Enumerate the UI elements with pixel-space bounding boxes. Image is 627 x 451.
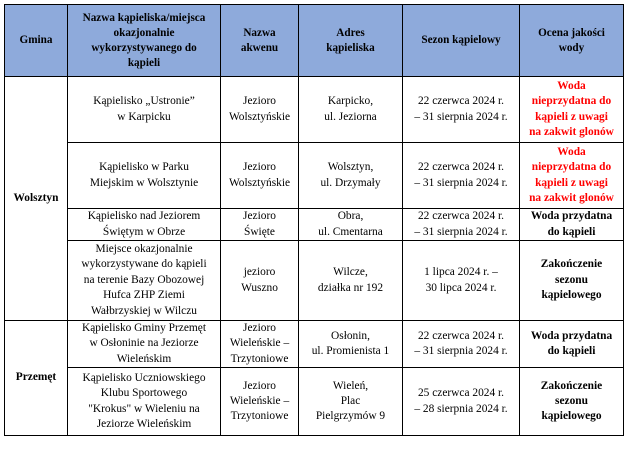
adres-cell (299, 209, 403, 241)
sezon-line: 22 czerwca 2024 r. (417, 329, 505, 342)
sezon-line: 22 czerwca 2024 r. (417, 95, 505, 108)
sezon-line: 25 czerwca 2024 r. (417, 387, 505, 400)
bathing-sites-table (4, 4, 624, 436)
nazwa-cell (68, 143, 221, 209)
ocena-line: Woda przydatna (530, 329, 613, 342)
nazwa-cell (68, 321, 221, 368)
adres-line: Wolsztyn, (327, 161, 374, 174)
ocena-line: na zakwit glonów (529, 125, 614, 138)
akwen-line: Jezioro (243, 322, 276, 334)
akwen-line: Święte (243, 225, 275, 238)
nazwa-line: Wałbrzyskiej w Wilczu (91, 304, 197, 317)
akwen-cell (221, 209, 299, 241)
nazwa-line: Hufca ZHP Ziemi (103, 289, 185, 302)
table-row (5, 209, 624, 241)
akwen-line: Jezioro (243, 95, 276, 108)
sezon-line: – 31 sierpnia 2024 r. (414, 110, 508, 123)
table-row (5, 321, 624, 368)
sezon-line: 1 lipca 2024 r. – (424, 266, 498, 279)
ocena-line: Woda przydatna (530, 210, 613, 223)
akwen-cell (221, 368, 299, 436)
ocena-cell (520, 77, 624, 143)
ocena-line: na zakwit glonów (529, 191, 614, 204)
header-nazwa-line: wykorzystywanego do (91, 41, 197, 54)
nazwa-line: w Osłoninie na Jeziorze (89, 337, 199, 350)
header-nazwa-line: kąpieli (127, 56, 161, 69)
akwen-line: Jezioro (243, 379, 276, 392)
ocena-cell (520, 321, 624, 368)
adres-line: działka nr 192 (317, 281, 384, 294)
nazwa-cell (68, 77, 221, 143)
header-nazwa (68, 5, 221, 77)
adres-line: Wilcze, (333, 266, 368, 279)
nazwa-line: Miejskim w Wolsztynie (89, 176, 199, 189)
ocena-line: Woda (557, 79, 586, 92)
adres-line: Wieleń, (332, 379, 369, 392)
nazwa-line: "Krokus" w Wieleniu na (88, 402, 200, 415)
header-sezon: Sezon kąpielowy (403, 5, 520, 77)
nazwa-line: w Karpicku (117, 110, 171, 123)
nazwa-line: Kąpielisko Gminy Przemęt (81, 322, 206, 334)
header-row (5, 5, 624, 77)
sezon-line: – 31 sierpnia 2024 r. (414, 345, 508, 358)
header-gmina: Gmina (5, 5, 68, 77)
header-adres-line: kąpieliska (326, 41, 375, 54)
ocena-line: Woda (557, 145, 586, 158)
ocena-line: nieprzydatna do (531, 161, 612, 174)
nazwa-line: Kąpielisko w Parku (99, 161, 189, 174)
table-row (5, 241, 624, 321)
gmina-cell: Przemęt (5, 321, 68, 436)
sezon-cell (403, 321, 520, 368)
akwen-line: Wolsztyńskie (228, 176, 291, 189)
nazwa-line: Kąpielisko Uczniowskiego (82, 371, 206, 384)
adres-line: ul. Jeziorna (324, 110, 377, 123)
table-body (5, 77, 624, 436)
ocena-line: Zakończenie (540, 379, 603, 392)
sezon-cell (403, 209, 520, 241)
header-ocena-line: wody (558, 41, 585, 54)
nazwa-line: Kąpielisko nad Jeziorem (87, 210, 201, 223)
ocena-line: kąpielowego (541, 410, 602, 423)
sezon-line: – 31 sierpnia 2024 r. (414, 176, 508, 189)
ocena-cell (520, 209, 624, 241)
header-nazwa-line: okazjonalnie (113, 26, 175, 39)
akwen-line: Jezioro (243, 161, 276, 174)
nazwa-line: Wieleńskim (116, 352, 172, 365)
adres-line: ul. Drzymały (320, 176, 381, 189)
ocena-line: kąpielowego (541, 289, 602, 302)
ocena-line: do kąpieli (547, 345, 596, 358)
nazwa-line: Miejsce okazjonalnie (95, 242, 193, 255)
ocena-line: nieprzydatna do (531, 95, 612, 108)
header-adres-line: Adres (336, 26, 365, 39)
ocena-cell (520, 368, 624, 436)
adres-line: Pielgrzymów 9 (315, 410, 386, 423)
nazwa-cell (68, 241, 221, 321)
sezon-line: 22 czerwca 2024 r. (417, 210, 505, 223)
sezon-cell (403, 241, 520, 321)
ocena-line: do kąpieli (547, 225, 596, 238)
akwen-cell (221, 241, 299, 321)
sezon-line: 30 lipca 2024 r. (425, 281, 497, 294)
ocena-line: kąpieli z uwagi (535, 110, 608, 123)
nazwa-cell (68, 368, 221, 436)
adres-line: ul. Promienista 1 (311, 345, 390, 358)
adres-cell (299, 143, 403, 209)
ocena-line: sezonu (555, 273, 588, 286)
sezon-cell (403, 143, 520, 209)
table-row (5, 368, 624, 436)
ocena-line: Zakończenie (540, 258, 603, 271)
akwen-line: Trzytoniowe (230, 410, 289, 423)
adres-line: Osłonin, (331, 329, 370, 342)
nazwa-line: wykorzystywane do kąpieli (81, 258, 207, 271)
akwen-line: Wolsztyńskie (228, 110, 291, 123)
nazwa-line: Świętym w Obrze (102, 225, 186, 238)
sezon-cell (403, 77, 520, 143)
header-akwen-line: Nazwa (243, 26, 276, 39)
table-row (5, 143, 624, 209)
header-akwen-line: akwenu (240, 41, 279, 54)
akwen-line: Wieleńskie – (229, 337, 290, 350)
akwen-line: Trzytoniowe (230, 352, 289, 365)
gmina-cell: Wolsztyn (5, 77, 68, 321)
table-row (5, 77, 624, 143)
nazwa-line: Kąpielisko „Ustronie” (93, 95, 195, 108)
nazwa-cell (68, 209, 221, 241)
adres-line: ul. Cmentarna (318, 225, 383, 238)
nazwa-line: Klubu Sportowego (100, 387, 188, 400)
akwen-line: Jezioro (243, 210, 276, 223)
ocena-cell (520, 241, 624, 321)
sezon-line: – 28 sierpnia 2024 r. (414, 402, 508, 415)
ocena-cell (520, 143, 624, 209)
adres-cell (299, 321, 403, 368)
nazwa-line: Jeziorze Wieleńskim (96, 418, 192, 431)
header-nazwa-line: Nazwa kąpieliska/miejsca (82, 11, 206, 24)
adres-line: Obra, (337, 210, 364, 223)
akwen-line: Wieleńskie – (229, 395, 290, 408)
sezon-line: 22 czerwca 2024 r. (417, 161, 505, 174)
adres-cell (299, 241, 403, 321)
akwen-cell (221, 77, 299, 143)
sezon-line: – 31 sierpnia 2024 r. (414, 225, 508, 238)
akwen-cell (221, 321, 299, 368)
sezon-cell (403, 368, 520, 436)
header-ocena-line: Ocena jakości (538, 26, 605, 39)
akwen-cell (221, 143, 299, 209)
ocena-line: sezonu (555, 395, 588, 408)
adres-line: Karpicko, (327, 95, 374, 108)
header-adres (299, 5, 403, 77)
adres-cell (299, 368, 403, 436)
adres-line: Plac (340, 395, 361, 408)
akwen-line: jezioro (243, 266, 276, 279)
header-akwen (221, 5, 299, 77)
nazwa-line: na terenie Bazy Obozowej (83, 273, 205, 286)
ocena-line: kąpieli z uwagi (535, 176, 608, 189)
adres-cell (299, 77, 403, 143)
akwen-line: Wuszno (241, 281, 278, 294)
header-ocena (520, 5, 624, 77)
